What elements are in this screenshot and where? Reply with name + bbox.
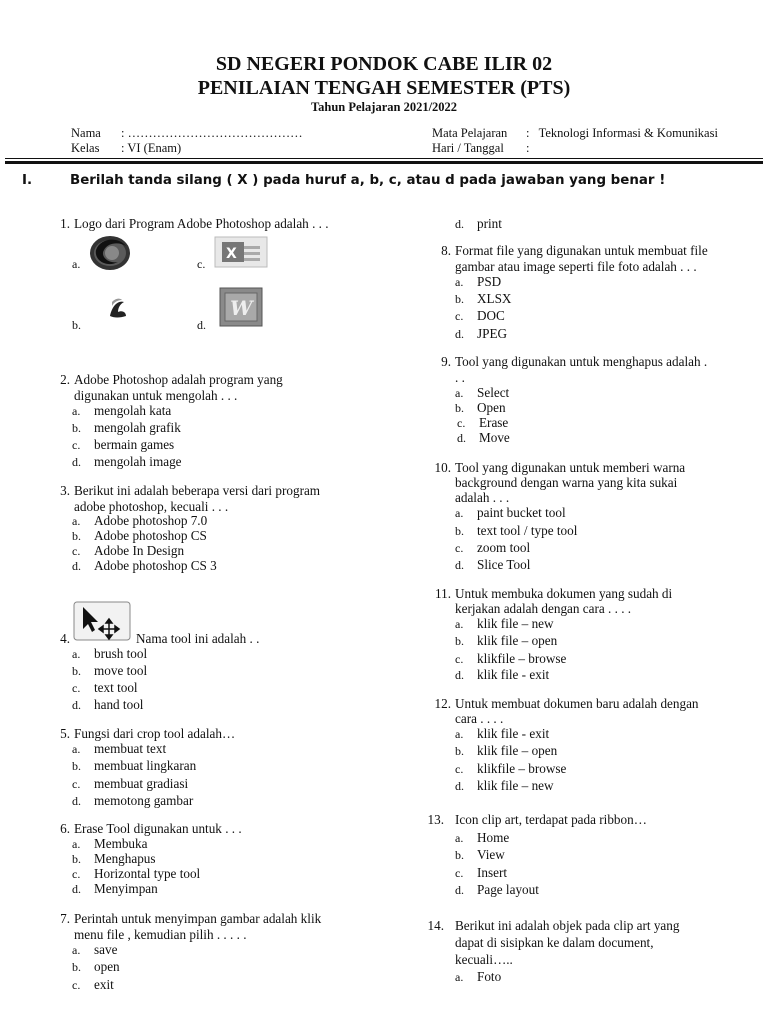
divider-thick [5,161,763,164]
word-logo-icon [219,287,263,327]
question-number: 7. [60,911,70,926]
firefox-logo-icon [88,234,132,272]
question-number: 11. [435,586,451,601]
question-text: Icon clip art, terdapat pada ribbon… [455,812,647,827]
question-number: 3. [60,483,70,498]
mapel-value: : Teknologi Informasi & Komunikasi [526,126,718,140]
nama-label: Nama [71,126,101,140]
question-number: 13. [427,812,444,827]
question-number: 12. [434,696,451,711]
hari-label: Hari / Tanggal [432,141,504,155]
question-number: 4. [60,631,70,646]
kelas-label: Kelas [71,141,100,155]
divider-thin [5,158,763,159]
question-number: 9. [441,354,451,369]
question-number: 14. [427,918,444,933]
kelas-value: : VI (Enam) [121,141,182,155]
question-number: 10. [434,460,451,475]
svg-text:X: X [226,246,237,262]
question-number: 8. [441,243,451,258]
section-number: I. [22,173,33,188]
question-number: 1. [60,216,70,231]
question-text: Erase Tool digunakan untuk . . . [74,821,242,836]
question-text: Nama tool ini adalah . . [136,631,260,646]
instruction-text: Berilah tanda silang ( X ) pada huruf a, b, c, atau d pada jawaban yang benar ! [70,173,666,188]
school-name: SD NEGERI PONDOK CABE ILIR 02 [215,53,553,75]
question-text: Fungsi dari crop tool adalah… [74,726,236,741]
exam-title: PENILAIAN TENGAH SEMESTER (PTS) [197,77,571,99]
question-number: 5. [60,726,70,741]
svg-text:W: W [230,296,253,320]
mapel-label: Mata Pelajaran [432,126,508,140]
academic-year: Tahun Pelajaran 2021/2022 [310,100,458,114]
question-number: 6. [60,821,70,836]
question-text: Logo dari Program Adobe Photoshop adalah . . . [74,216,329,231]
excel-logo-icon [214,236,268,268]
hari-value: : [526,141,530,155]
nama-field[interactable]: : …………………………………… [121,126,303,140]
question-number: 2. [60,372,70,387]
move-tool-icon [73,601,131,641]
photoshop-feather-logo-icon [104,296,130,322]
